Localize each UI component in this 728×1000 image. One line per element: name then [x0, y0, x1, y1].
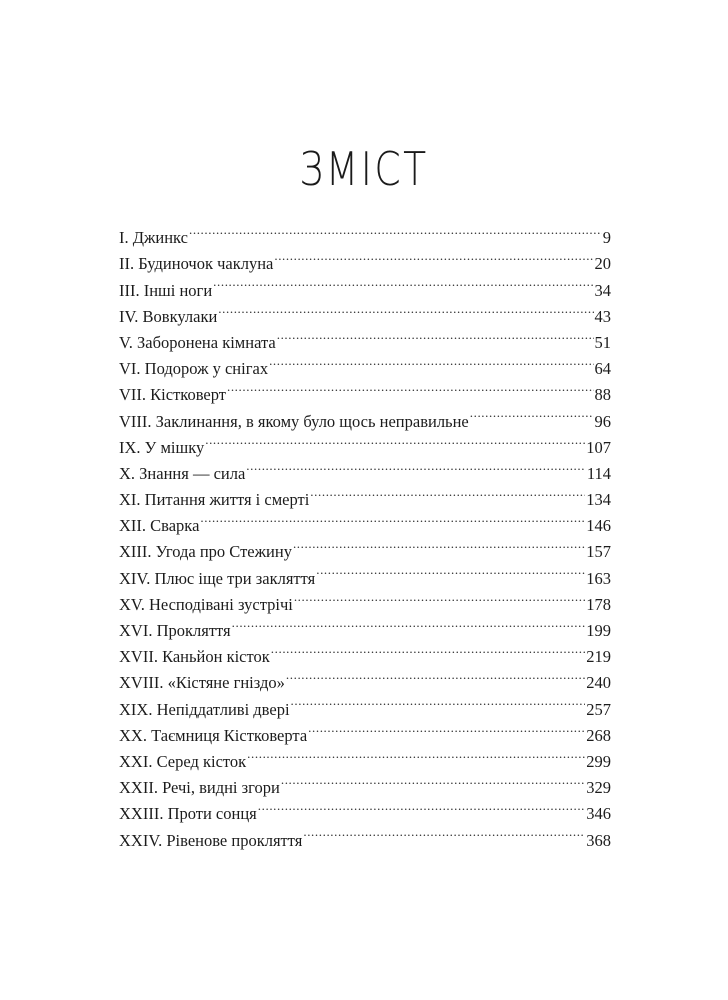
toc-entry-title: XV. Несподівані зустрічі [119, 594, 293, 614]
toc-page-number: 146 [586, 516, 611, 536]
toc-page-number: 157 [586, 542, 611, 562]
toc-entry-title: IV. Вовкулаки [119, 306, 218, 326]
toc-page-number: 88 [594, 385, 611, 405]
toc-leader-dots [303, 819, 585, 845]
toc-page-number: 51 [594, 332, 611, 352]
toc-page-number: 43 [594, 306, 611, 326]
toc-entry-title: XVI. Прокляття [119, 621, 231, 640]
toc-leader-dots [258, 793, 585, 819]
toc-leader-dots [200, 505, 585, 531]
toc-entry [119, 217, 611, 248]
toc-leader-dots [189, 217, 602, 243]
toc-leader-dots [308, 715, 585, 741]
toc-entry-title: XX. Таємниця Кістковерта [119, 725, 308, 745]
toc-entry-title: VI. Подорож у снігах [119, 359, 269, 379]
toc-leader-dots [294, 584, 585, 610]
toc-entry-title: II. Будиночок чаклуна [119, 254, 274, 274]
toc-entry-title: XVII. Каньйон кісток [119, 647, 270, 667]
toc-entry-title: XXI. Серед кісток [119, 751, 247, 771]
toc-page-number: 329 [586, 778, 611, 798]
toc-entry-title: XIII. Угода про Стежину [119, 542, 292, 562]
toc-page-number: 107 [586, 437, 611, 457]
toc-leader-dots [281, 767, 585, 793]
toc-entry-title: XIV. Плюс іще три закляття [119, 568, 316, 588]
toc-page-number: 199 [586, 621, 611, 640]
toc-entry-title: III. Інші ноги [119, 280, 213, 300]
table-of-contents [119, 217, 611, 850]
toc-leader-dots [316, 557, 585, 583]
toc-leader-dots [246, 453, 586, 479]
toc-leader-dots [247, 741, 585, 767]
toc-page-number: 163 [586, 568, 611, 588]
toc-leader-dots [218, 296, 593, 322]
toc-page-number: 134 [586, 490, 611, 510]
toc-entry-title: XIX. Непіддатливі двері [119, 699, 290, 719]
toc-entry-title: XII. Сварка [119, 516, 200, 536]
toc-leader-dots [291, 688, 586, 714]
toc-leader-dots [205, 427, 585, 453]
toc-page-number: 299 [586, 751, 611, 771]
toc-leader-dots [277, 322, 594, 348]
toc-leader-dots [232, 610, 586, 636]
toc-page-number: 114 [586, 463, 611, 483]
toc-leader-dots [213, 269, 593, 295]
toc-entry [119, 243, 611, 274]
toc-leader-dots [271, 636, 585, 662]
toc-leader-dots [310, 479, 585, 505]
toc-page-number: 34 [594, 280, 611, 300]
toc-leader-dots [227, 374, 594, 400]
page-title: ЗМІСТ [299, 142, 429, 196]
toc-page-number: 178 [586, 594, 611, 614]
toc-entry-title: V. Заборонена кімната [119, 332, 276, 352]
toc-entry-title: VII. Кістковерт [119, 385, 226, 405]
toc-entry-title: X. Знання — сила [119, 463, 246, 483]
toc-entry-title: XXII. Речі, видні згори [119, 778, 280, 798]
toc-page-number: 219 [586, 647, 611, 667]
toc-entry-title: XVIII. «Кістяне гніздо» [119, 673, 285, 693]
toc-leader-dots [293, 531, 585, 557]
toc-leader-dots [470, 400, 594, 426]
toc-page-number: 257 [586, 699, 611, 719]
toc-page-number: 368 [586, 830, 611, 850]
toc-entry-title: XXIV. Рівенове прокляття [119, 830, 303, 850]
toc-entry-title: IX. У мішку [119, 437, 205, 457]
toc-page-number: 346 [586, 804, 611, 824]
toc-page-number: 96 [594, 411, 611, 431]
toc-page-number: 20 [594, 254, 611, 274]
toc-entry-title: I. Джинкс [119, 228, 188, 248]
toc-entry-title: XI. Питання життя і смерті [119, 490, 310, 510]
toc-page-number: 268 [586, 725, 611, 745]
toc-leader-dots [269, 348, 593, 374]
toc-leader-dots [286, 662, 585, 688]
toc-page-number: 9 [602, 228, 611, 248]
toc-page-number: 240 [586, 673, 611, 693]
toc-leader-dots [274, 243, 593, 269]
toc-page-number: 64 [594, 359, 611, 379]
toc-entry-title: VIII. Заклинання, в якому було щось неправильне [119, 411, 469, 431]
toc-entry-title: XXIII. Проти сонця [119, 804, 257, 824]
